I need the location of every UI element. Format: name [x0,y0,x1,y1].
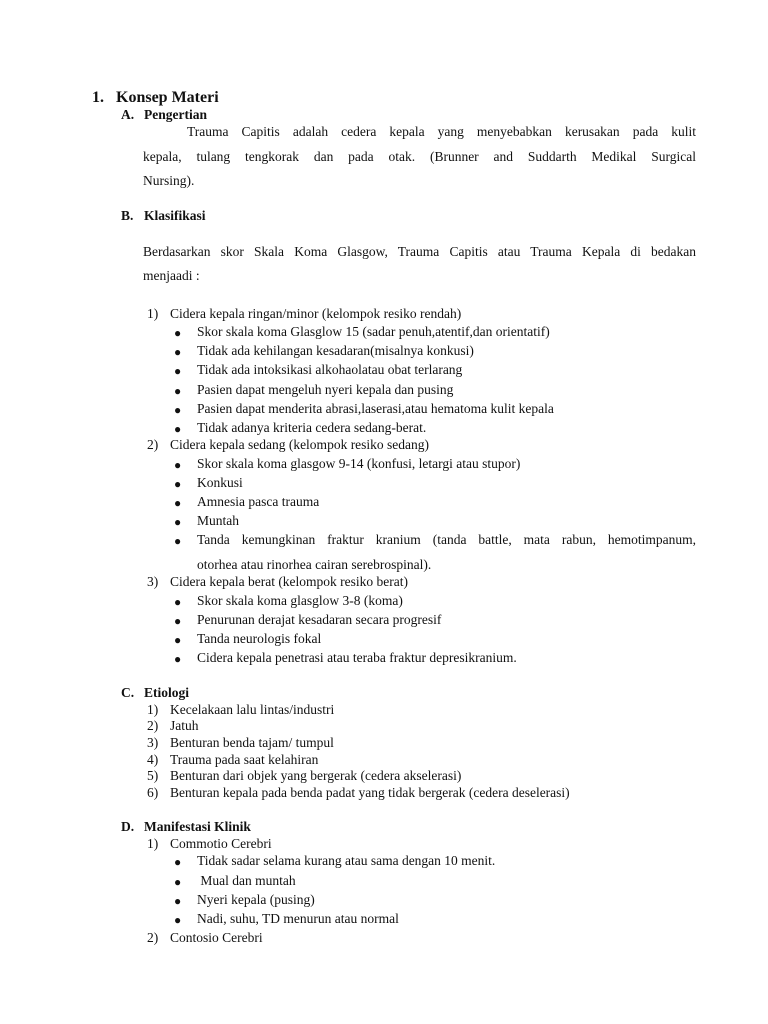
heading-title: Konsep Materi [116,89,219,106]
list-item: Penurunan derajat kesadaran secara progresif [197,612,442,627]
list-item: Nadi, suhu, TD menurun atau normal [197,911,399,926]
classification-2-title: Cidera kepala sedang (kelompok resiko sedang) [170,437,430,452]
classification-2-number: 2) [147,437,159,452]
list-item: Cidera kepala penetrasi atau teraba fraktur depresikranium. [197,650,517,665]
etiology-item: Benturan dari objek yang bergerak (cedera akselerasi) [170,768,462,783]
classification-intro-line-1: Berdasarkan skor Skala Koma Glasgow, Trauma Capitis atau Trauma Kepala di bedakan [143,244,696,259]
bullet-icon: ● [174,652,182,666]
classification-1-number: 1) [147,306,159,321]
section-b-letter: B. [121,208,134,223]
etiology-item: Benturan kepala pada benda padat yang tidak bergerak (cedera deselerasi) [170,785,570,800]
heading-number: 1. [92,89,104,106]
section-b-title: Klasifikasi [144,208,206,223]
etiology-item: Benturan benda tajam/ tumpul [170,735,334,750]
section-a-title: Pengertian [144,107,207,122]
etiology-item: Kecelakaan lalu lintas/industri [170,702,335,717]
list-item: Mual dan muntah [197,873,296,888]
list-item: Tidak sadar selama kurang atau sama dengan 10 menit. [197,853,496,868]
list-item: Amnesia pasca trauma [197,494,320,509]
bullet-icon: ● [174,855,182,869]
list-item: Nyeri kepala (pusing) [197,892,315,907]
list-item: Tidak ada kehilangan kesadaran(misalnya konkusi) [197,343,474,358]
bullet-icon: ● [174,614,182,628]
list-item: Konkusi [197,475,243,490]
classification-3-number: 3) [147,574,159,589]
etiology-item: Jatuh [170,718,199,733]
bullet-icon: ● [174,595,182,609]
bullet-icon: ● [174,364,182,378]
manifestation-1-title: Commotio Cerebri [170,836,272,851]
classification-1-title: Cidera kepala ringan/minor (kelompok resiko rendah) [170,306,462,321]
etiology-number: 6) [147,785,159,800]
list-item: Skor skala koma glasgow 9-14 (konfusi, letargi atau stupor) [197,456,521,471]
etiology-number: 1) [147,702,159,717]
bullet-icon: ● [174,894,182,908]
definition-line-1: Trauma Capitis adalah cedera kepala yang menyebabkan kerusakan pada kulit [187,124,696,139]
list-item: Tidak ada intoksikasi alkohaolatau obat terlarang [197,362,463,377]
bullet-icon: ● [174,477,182,491]
list-item: Pasien dapat mengeluh nyeri kepala dan pusing [197,382,454,397]
definition-line-2: kepala, tulang tengkorak dan pada otak. (Brunner and Suddarth Medikal Surgical [143,149,696,164]
bullet-icon: ● [174,913,182,927]
classification-3-title: Cidera kepala berat (kelompok resiko berat) [170,574,409,589]
list-item: Muntah [197,513,239,528]
bullet-icon: ● [174,384,182,398]
bullet-icon: ● [174,534,182,548]
list-item-continuation: otorhea atau rinorhea cairan serebrospinal). [197,557,432,572]
list-item: Tanda kemungkinan fraktur kranium (tanda battle, mata rabun, hemotimpanum, [197,532,696,547]
etiology-number: 5) [147,768,159,783]
etiology-number: 3) [147,735,159,750]
section-a-letter: A. [121,107,135,122]
etiology-item: Trauma pada saat kelahiran [170,752,319,767]
section-d-title: Manifestasi Klinik [144,819,251,834]
etiology-number: 2) [147,718,159,733]
bullet-icon: ● [174,403,182,417]
bullet-icon: ● [174,326,182,340]
manifestation-2-title: Contosio Cerebri [170,930,263,945]
bullet-icon: ● [174,345,182,359]
etiology-number: 4) [147,752,159,767]
bullet-icon: ● [174,633,182,647]
bullet-icon: ● [174,875,182,889]
classification-intro-line-2: menjaadi : [143,268,200,283]
manifestation-1-number: 1) [147,836,159,851]
bullet-icon: ● [174,422,182,436]
section-c-letter: C. [121,685,135,700]
bullet-icon: ● [174,496,182,510]
bullet-icon: ● [174,515,182,529]
list-item: Tanda neurologis fokal [197,631,322,646]
list-item: Pasien dapat menderita abrasi,laserasi,atau hematoma kulit kepala [197,401,554,416]
definition-line-3: Nursing). [143,173,195,188]
list-item: Skor skala koma glasglow 3-8 (koma) [197,593,403,608]
list-item: Tidak adanya kriteria cedera sedang-berat. [197,420,427,435]
section-c-title: Etiologi [144,685,190,700]
bullet-icon: ● [174,458,182,472]
section-d-letter: D. [121,819,135,834]
manifestation-2-number: 2) [147,930,159,945]
list-item: Skor skala koma Glasglow 15 (sadar penuh,atentif,dan orientatif) [197,324,550,339]
